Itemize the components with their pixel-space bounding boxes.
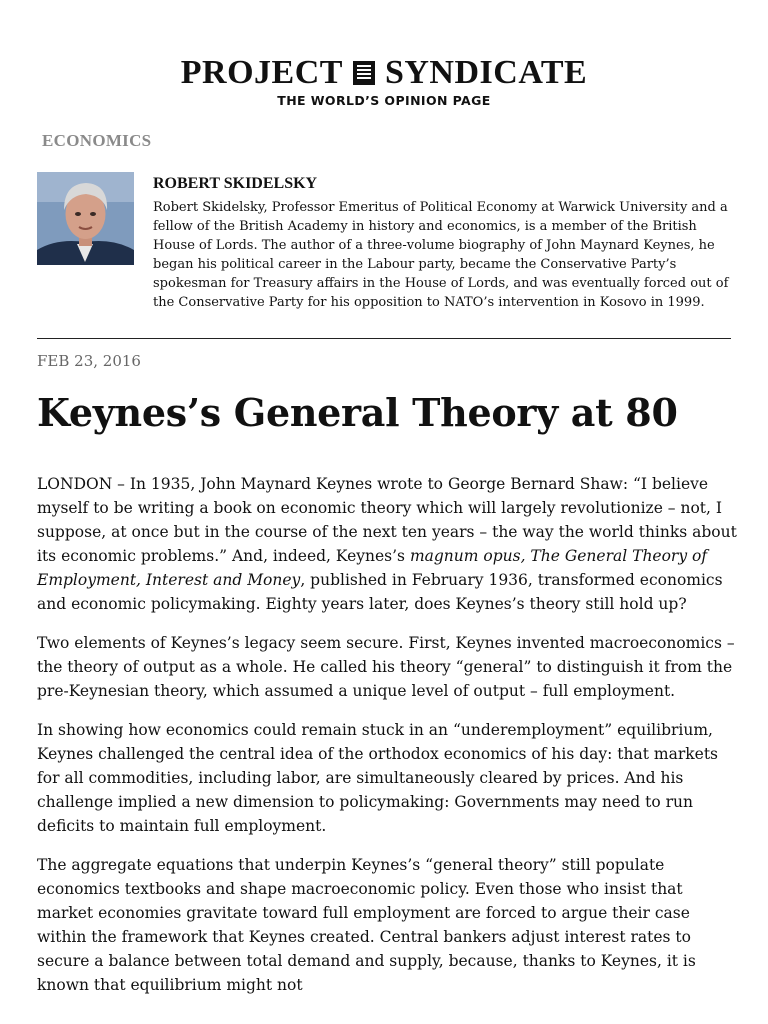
brand-name-left: PROJECT bbox=[180, 54, 343, 91]
section-label[interactable]: ECONOMICS bbox=[42, 131, 152, 150]
masthead bbox=[0, 55, 768, 108]
paragraph-text: , published in February 1936, transformed economics and economic policymaking. Eighty years later, does Keynes’s theory still hold up? bbox=[37, 571, 723, 613]
logo-emblem-icon bbox=[353, 61, 375, 85]
article-paragraph: Two elements of Keynes’s legacy seem secure. First, Keynes invented macroeconomics – the theory of output as a whole. He called his theory “general” to distinguish it from the pre-Keynesian theory, which assumed a unique level of output – full employment. bbox=[37, 634, 735, 700]
publish-date: FEB 23, 2016 bbox=[37, 352, 141, 370]
book-title-italic: magnum opus, The General Theory of Employment, Interest and Money bbox=[37, 547, 708, 589]
article-paragraph: In showing how economics could remain stuck in an “underemployment” equilibrium, Keynes challenged the central idea of the orthodox economics of his day: that markets for all commodities, including labor, are simultaneously cleared by prices. And his challenge implied a new dimension to policymaking: Governments may need to run deficits to maintain full employment. bbox=[37, 721, 719, 835]
divider bbox=[37, 338, 731, 339]
article-body bbox=[37, 472, 737, 1012]
author-bio-text: Robert Skidelsky, Professor Emeritus of Political Economy at Warwick University and a fellow of the British Academy in history and economics, is a member of the British House of Lords. The author of a three-volume biography of John Maynard Keynes, he began his political career in the Labour party, became the Conservative Party’s spokesman for Treasury affairs in the House of Lords, and was eventually forced out of the Conservative Party for his opposition to NATO’s intervention in Kosovo in 1999. bbox=[153, 200, 729, 310]
site-logo[interactable] bbox=[181, 55, 587, 91]
article-paragraph: The aggregate equations that underpin Keynes’s “general theory” still populate economics textbooks and shape macroeconomic policy. Even those who insist that market economies gravitate toward full employment are forced to argue their case within the framework that Keynes created. Central bankers adjust interest rates to secure a balance between total demand and supply, because, thanks to Keynes, it is known that equilibrium might not bbox=[37, 856, 696, 994]
author-name[interactable]: ROBERT SKIDELSKY bbox=[153, 175, 318, 192]
paragraph-text: LONDON – In 1935, John Maynard Keynes wrote to George Bernard Shaw: “I believe myself to be writing a book on economic theory which will largely revolutionize – not, I suppose, at once but in the course of the next ten years – the way the world thinks about its economic problems.” And, indeed, Keynes’s bbox=[37, 475, 737, 565]
bio-avatar-spacer bbox=[37, 198, 153, 295]
site-tagline: THE WORLD’S OPINION PAGE bbox=[277, 93, 491, 108]
author-bio bbox=[37, 198, 737, 312]
article-title: Keynes’s General Theory at 80 bbox=[37, 390, 678, 435]
article-paragraph bbox=[37, 472, 737, 616]
brand-name-right: SYNDICATE bbox=[384, 54, 588, 91]
